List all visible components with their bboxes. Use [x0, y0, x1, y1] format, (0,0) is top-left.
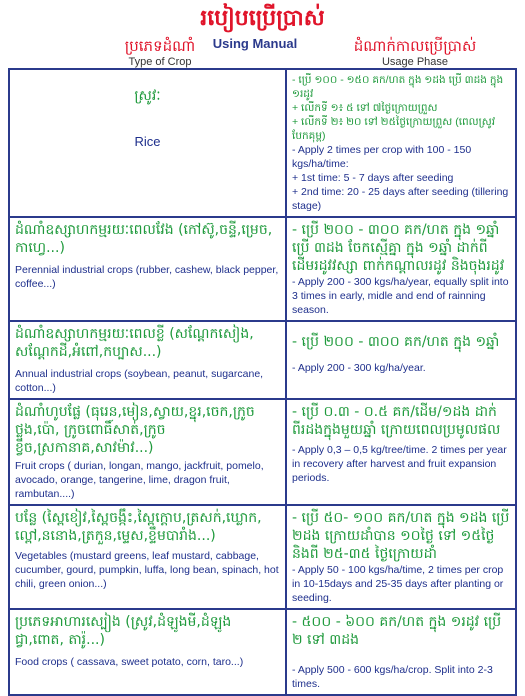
usage-en-line: - Apply 50 - 100 kgs/ha/time, 2 times per crop in 10-15days and 25-35 days after planting or seeding. — [292, 564, 504, 604]
crop-cell — [9, 69, 286, 217]
crop-cell — [9, 505, 286, 609]
crop-en: Rice — [134, 134, 161, 149]
col2-header — [320, 38, 510, 69]
col1-header-en: Type of Crop — [128, 56, 192, 68]
crop-en: Annual industrial crops (soybean, peanut, sugarcane, cotton...) — [15, 368, 264, 394]
crop-en: Perennial industrial crops (rubber, cashew, black pepper, coffee...) — [15, 264, 279, 290]
table-row — [9, 69, 516, 217]
usage-en-line: - Apply 200 - 300 kg/ha/year. — [292, 362, 426, 374]
usage-km-line: - ប្រើ ២០០ - ៣០០ គក/ហត ក្នុង ១ឆ្នាំ — [292, 334, 500, 350]
crop-km: ដំណាំហូបផ្លែ (ធុរេន,មៀន,ស្វាយ,ខ្នុរ,ចេក,ក្រូចថ្លុង,ប៉ោ, ក្រូចពោធិ៍សាត់,ក្រូចខ្វិច,ស្រកានាគ,សាវម៉ាវ...) — [15, 404, 255, 456]
crop-cell — [9, 217, 286, 321]
crop-km: ដំណាំឧស្សាហកម្មរយៈពេលវែង (កៅស៊ូ,ចន្ទី,ម្រេច, កាហ្វេ...) — [15, 222, 273, 256]
usage-km-line: - ៥០០ - ៦០០ គក/ហត ក្នុង ១រដូវ ប្រើ ២ ទៅ ៣ដង — [292, 614, 502, 648]
crop-km: បន្លែ (ស្ពៃខៀវ,ស្ពៃចង្កឹះ,ស្ពៃក្តោប,ត្រសក់,ឃ្លោក, ល្ពៅ,ននោង,ត្រកួន,ម្ទេស,ខ្ទឹមបារាំង...) — [15, 510, 262, 544]
usage-cell — [286, 217, 516, 321]
crop-en: Vegetables (mustard greens, leaf mustard, cabbage, cucumber, gourd, pumpkin, luffa, long bean, spinach, hot chili, green onion...) — [15, 550, 279, 590]
usage-km-line: + លើកទី ២៖ ២០ ទៅ ២៥ថ្ងៃក្រោយព្រួស (ពេលស្រូវបែកគុម្ព) — [292, 116, 496, 142]
usage-en-line: - Apply 2 times per crop with 100 - 150 kgs/ha/time: — [292, 144, 472, 170]
usage-table — [8, 68, 517, 696]
usage-cell — [286, 69, 516, 217]
crop-cell — [9, 321, 286, 399]
crop-km: ប្រភេទអាហារស្បៀង (ស្រូវ,ដំឡូងមី,ដំឡូងជ្វា,ពោត, តារ៉ូ...) — [15, 614, 232, 648]
subtitle: Using Manual — [212, 36, 298, 51]
usage-cell — [286, 505, 516, 609]
crop-en: Food crops ( cassava, sweet potato, corn, taro...) — [15, 656, 244, 668]
crop-km: ដំណាំឧស្សាហកម្មរយៈពេលខ្លី (សណ្តែកសៀង, សណ្តែកដី,អំពៅ,កប្បាស...) — [15, 326, 254, 360]
usage-cell — [286, 399, 516, 505]
usage-en-line: + 2nd time: 20 - 25 days after seeding (tillering stage) — [292, 186, 509, 212]
usage-cell — [286, 321, 516, 399]
usage-en-line: - Apply 0,3 – 0,5 kg/tree/time. 2 times per year in recovery after harvest and fruit expansion periods. — [292, 444, 507, 484]
usage-en-line: - Apply 500 - 600 kgs/ha/crop. Split into 2-3 times. — [292, 664, 493, 690]
col1-header-km: ប្រភេទដំណាំ — [124, 38, 196, 55]
table-row — [9, 321, 516, 399]
page-title: របៀបប្រើប្រាស់ — [200, 6, 325, 31]
table-row — [9, 399, 516, 505]
crop-cell — [9, 399, 286, 505]
table-row — [9, 217, 516, 321]
usage-en-line: + 1st time: 5 - 7 days after seeding — [292, 172, 454, 184]
col2-header-km: ដំណាក់កាលប្រើប្រាស់ — [353, 38, 477, 55]
usage-km-line: - ប្រើ ០.៣ - ០.៥ គក/ដើម/១ដង ដាក់ពីរដងក្នុងមួយឆ្នាំ ក្រោយពេលប្រមូលផល — [292, 404, 501, 438]
usage-km-line: + លើកទី ១៖ ៥ ទៅ ៧ថ្ងៃក្រោយព្រួស — [292, 102, 438, 114]
table-row — [9, 505, 516, 609]
crop-en: Fruit crops ( durian, longan, mango, jackfruit, pomelo, avocado, orange, tangerine, lime, dragon fruit, rambutan....) — [15, 460, 264, 500]
usage-en-line: - Apply 200 - 300 kgs/ha/year, equally split into 3 times in early, midle and end of rainning season. — [292, 276, 509, 316]
col2-header-en: Usage Phase — [381, 56, 449, 68]
usage-km-line: - ប្រើ ២០០ - ៣០០ គក/ហត ក្នុង ១ឆ្នាំ ប្រើ ៣ដង ចែកស្មើគ្នា ក្នុង ១ឆ្នាំ ដាក់ពី ដើមរដូវវស្សា ពាក់កណ្តាលរដូវ និងចុងរដូវ — [292, 222, 505, 274]
usage-km-line: - ប្រើ ១០០ - ១៥០ គក/ហត ក្នុង ១ដង ប្រើ ៣ដង ក្នុង ១រដូវ — [292, 74, 504, 100]
crop-km: ស្រូវៈ — [134, 88, 161, 104]
usage-km-line: - ប្រើ ៥០- ១០០ គក/ហត ក្នុង ១ដង ប្រើ ២ដង ក្រោយដាំបាន ១០ថ្ងៃ ទៅ ១៥ថ្ងៃ និងពី ២៥-៣៥ ថ្ងៃក្រោយដាំ — [292, 510, 510, 562]
